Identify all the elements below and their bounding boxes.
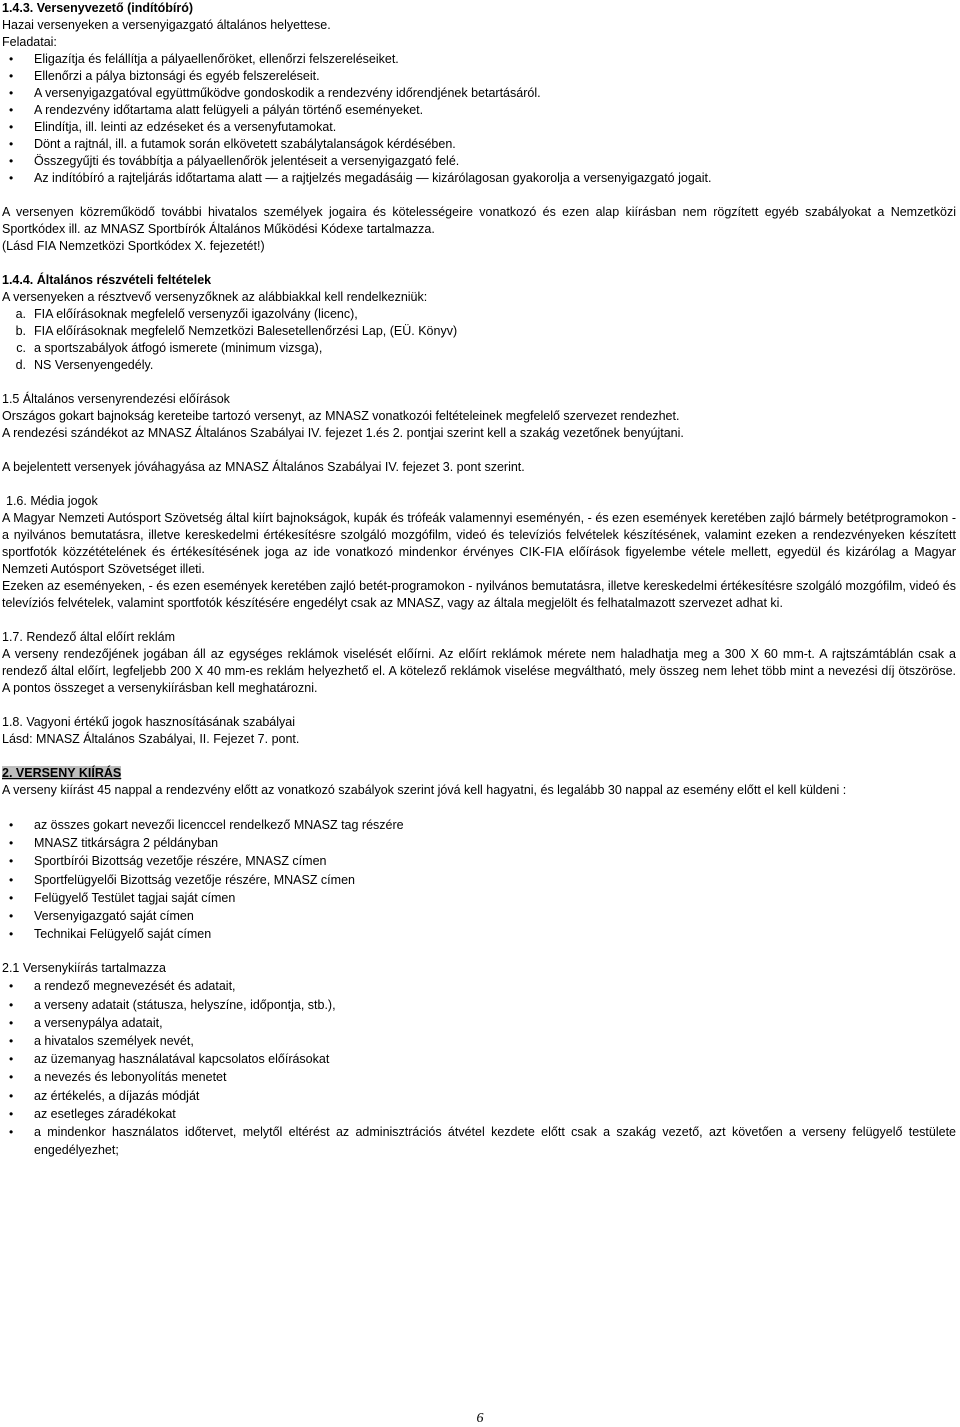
section-heading-1-6: 1.6. Média jogok bbox=[6, 494, 98, 508]
list-item: • a mindenkor használatos időtervet, melytől eltérést az adminisztrációs átvétel kezdete előtt csak a szakág vezető, azt követően a verseny felügyelő testülete engedélyezhet; bbox=[2, 1123, 956, 1159]
document-page bbox=[2, 0, 956, 1159]
list-item: • Versenyigazgató saját címen bbox=[2, 907, 956, 925]
list-marker: d. bbox=[15, 358, 26, 372]
list-item: • Dönt a rajtnál, ill. a futamok során elkövetett szabálytalanságok kérdésében. bbox=[2, 136, 956, 153]
list-item-text: FIA előírásoknak megfelelő Nemzetközi Balesetellenőrzési Lap, (EÜ. Könyv) bbox=[34, 324, 458, 338]
list-item: • Eligazítja és felállítja a pályaellenőröket, ellenőrzi felszereléseiket. bbox=[2, 51, 956, 68]
list-item bbox=[2, 357, 956, 374]
duties-list bbox=[2, 51, 956, 187]
section-heading-1-5: 1.5 Általános versenyrendezési előírások bbox=[2, 392, 230, 406]
list-item: • Felügyelő Testület tagjai saját címen bbox=[2, 889, 956, 907]
list-item: • A rendezvény időtartama alatt felügyeli a pályán történő eseményeket. bbox=[2, 102, 956, 119]
list-item: • Technikai Felügyelő saját címen bbox=[2, 925, 956, 943]
text-line: Feladatai: bbox=[2, 35, 57, 49]
paragraph: A verseny rendezőjének jogában áll az egységes reklámok viselését előírni. Az előírt reklámok mérete nem haladhatja meg a 300 X 60 mm-t. A rajtszámtáblán csak a rendező által előírt, legfeljebb 200 X 40 mm-es reklám helyezhető el. A kötelező reklámok viselése megváltható, mely összeg nem lehet több mint a nevezési díj ötszöröse. A pontos összeget a versenykiírásban kell meghatározni. bbox=[2, 647, 956, 695]
list-item bbox=[2, 323, 956, 340]
paragraph: A verseny kiírást 45 nappal a rendezvény előtt az vonatkozó szabályok szerint jóvá kell hagyatni, és legalább 30 nappal az esemény előtt el kell küldeni : bbox=[2, 783, 847, 797]
list-item: • MNASZ titkárságra 2 példányban bbox=[2, 834, 956, 852]
list-item bbox=[2, 340, 956, 357]
section-heading-1-8: 1.8. Vagyoni értékű jogok hasznosításának szabályai bbox=[2, 715, 296, 729]
list-item-text: FIA előírásoknak megfelelő versenyzői igazolvány (licenc), bbox=[34, 307, 358, 321]
requirements-list bbox=[2, 306, 956, 374]
text-line: Lásd: MNASZ Általános Szabályai, II. Fejezet 7. pont. bbox=[2, 732, 300, 746]
section-heading-1-4-4: 1.4.4. Általános részvételi feltételek bbox=[2, 273, 212, 287]
text-line: A bejelentett versenyek jóváhagyása az MNASZ Általános Szabályai IV. fejezet 3. pont szerint. bbox=[2, 460, 525, 474]
list-item: • Összegyűjti és továbbítja a pályaellenőrök jelentéseit a versenyigazgató felé. bbox=[2, 153, 956, 170]
list-item: • a rendező megnevezését és adatait, bbox=[2, 977, 956, 995]
list-item: • Elindítja, ill. leinti az edzéseket és a versenyfutamokat. bbox=[2, 119, 956, 136]
list-item bbox=[2, 306, 956, 323]
text-line: Hazai versenyeken a versenyigazgató általános helyettese. bbox=[2, 18, 331, 32]
paragraph: Ezeken az eseményeken, - és ezen események keretében zajló betét-programokon - nyilvános bemutatásra, illetve kereskedelmi értékesítésre szolgáló mozgófilm, videó és televíziós felvételek, valamint sportfotók készítésére engedélyt csak az MNASZ, vagy az általa megjelölt és felhatalmazott szervezet adhat ki. bbox=[2, 579, 956, 610]
list-item: • az üzemanyag használatával kapcsolatos előírásokat bbox=[2, 1050, 956, 1068]
page-number: 6 bbox=[476, 1411, 484, 1426]
list-item: • Ellenőrzi a pálya biztonsági és egyéb felszereléseit. bbox=[2, 68, 956, 85]
section-heading-1-7: 1.7. Rendező által előírt reklám bbox=[2, 630, 176, 644]
contents-list bbox=[2, 977, 956, 1159]
section-heading-2-1: 2.1 Versenykiírás tartalmazza bbox=[2, 961, 166, 976]
paragraph: A versenyen közreműködő további hivatalos személyek jogaira és kötelességeire vonatkozó és ezen alap kiírásban nem rögzített egyéb szabályokat a Nemzetközi Sportkódex ill. az MNASZ Sportbírók Általános Működési Kódexe tartalmazza. bbox=[2, 205, 956, 236]
list-item: • az összes gokart nevezői licenccel rendelkező MNASZ tag részére bbox=[2, 816, 956, 834]
list-item: • Sportbírói Bizottság vezetője részére, MNASZ címen bbox=[2, 852, 956, 870]
list-item: • az értékelés, a díjazás módját bbox=[2, 1087, 956, 1105]
text-line: A versenyeken a résztvevő versenyzőknek az alábbiakkal kell rendelkezniük: bbox=[2, 290, 428, 304]
list-marker: a. bbox=[15, 307, 26, 321]
recipients-list bbox=[2, 816, 956, 943]
list-item-text: a sportszabályok átfogó ismerete (minimum vizsga), bbox=[34, 341, 323, 355]
list-item-text: NS Versenyengedély. bbox=[34, 358, 154, 372]
list-item: • a hivatalos személyek nevét, bbox=[2, 1032, 956, 1050]
list-marker: c. bbox=[16, 341, 26, 355]
text-line: (Lásd FIA Nemzetközi Sportkódex X. fejezetét!) bbox=[2, 239, 265, 253]
section-heading-1-4-3: 1.4.3. Versenyvezető (indítóbíró) bbox=[2, 1, 194, 15]
list-marker: b. bbox=[15, 324, 26, 338]
paragraph: A Magyar Nemzeti Autósport Szövetség által kiírt bajnokságok, kupák és trófeák valamennyi eseményén, - és ezen események keretében zajló bármely betétprogramokon - a nyilvános bemutatásra, illetve kereskedelmi értékesítésre szolgáló mozgófilm, videó és televíziós felvételek készítésének, valamint ezeken a rendezvényeken készített sportfotók közzétételének és értékesítésének joga az ide vonatkozó mindenkor érvényes CIK-FIA előírások figyelembe vétele mellett, egyedül és kizárólag a Magyar Nemzeti Autósport Szövetséget illeti. bbox=[2, 511, 956, 576]
list-item: • a nevezés és lebonyolítás menetet bbox=[2, 1068, 956, 1086]
section-heading-2 bbox=[2, 765, 956, 782]
text-line: A rendezési szándékot az MNASZ Általános Szabályai IV. fejezet 1.és 2. pontjai szerint kell a szakág vezetőnek benyújtani. bbox=[2, 426, 684, 440]
text-line: Országos gokart bajnokság kereteibe tartozó versenyt, az MNASZ vonatkozói feltételeinek megfelelő szervezet rendezhet. bbox=[2, 409, 680, 423]
highlighted-heading: 2. VERSENY KIÍRÁS bbox=[2, 766, 122, 780]
list-item: • A versenyigazgatóval együttműködve gondoskodik a rendezvény időrendjének betartásáról. bbox=[2, 85, 956, 102]
list-item: • Sportfelügyelői Bizottság vezetője részére, MNASZ címen bbox=[2, 871, 956, 889]
list-item: • Az indítóbíró a rajteljárás időtartama alatt — a rajtjelzés megadásáig — kizárólagosan gyakorolja a versenyigazgató jogait. bbox=[2, 170, 956, 187]
list-item: • a versenypálya adatait, bbox=[2, 1014, 956, 1032]
list-item: • a verseny adatait (státusza, helyszíne, időpontja, stb.), bbox=[2, 996, 956, 1014]
list-item: • az esetleges záradékokat bbox=[2, 1105, 956, 1123]
